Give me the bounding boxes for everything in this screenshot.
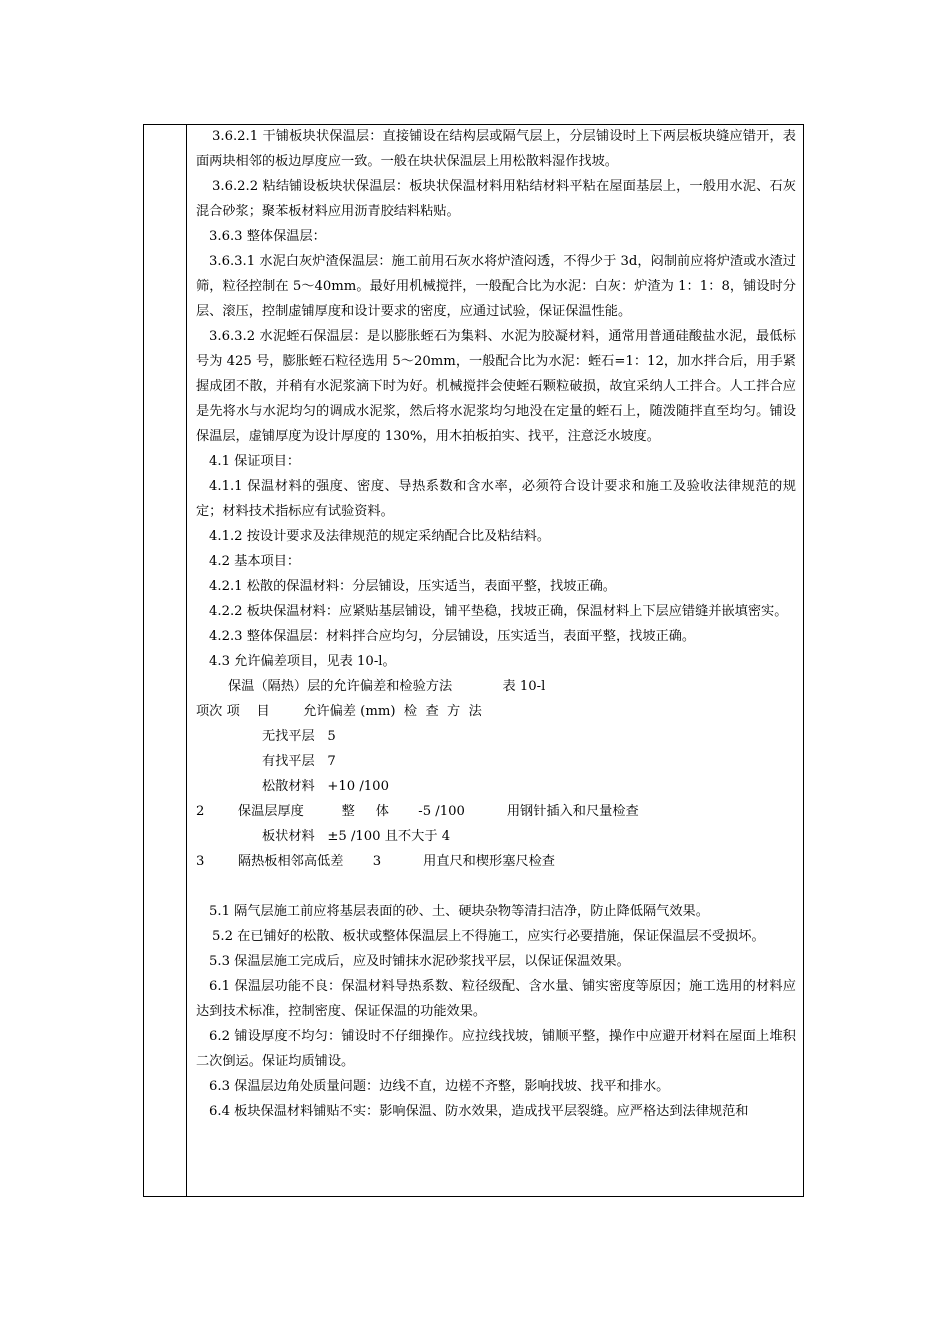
paragraph-5-2: 5.2 在已铺好的松散、板状或整体保温层上不得施工，应实行必要措施，保证保温层不受损坏。 xyxy=(212,929,765,944)
paragraph-3-6-3-1: 3.6.3.1 水泥白灰炉渣保温层：施工前用石灰水将炉渣闷透，不得少于 3d，闷制前应将炉渣或水渣过筛，粒径控制在 5～40mm。最好用机械搅拌，一般配合比为水泥：白灰：炉渣为 1：1：8，铺设时分层、滚压，控制虚铺厚度和设计要求的密度，应通过试验，保证保温性能。 xyxy=(196,254,796,319)
paragraph-4-1-1: 4.1.1 保温材料的强度、密度、导热系数和含水率，必须符合设计要求和施工及验收法律规范的规定；材料技术指标应有试验资料。 xyxy=(196,479,796,519)
heading-4-3: 4.3 允许偏差项目，见表 10-l。 xyxy=(209,654,396,669)
table-row: 有找平层 7 xyxy=(262,754,336,769)
table-row: 松散材料 +10 /100 xyxy=(262,779,389,794)
paragraph-4-2-2: 4.2.2 板块保温材料：应紧贴基层铺设，铺平垫稳，找坡正确，保温材料上下层应错缝并嵌填密实。 xyxy=(209,604,788,619)
left-column-divider xyxy=(186,124,187,1197)
paragraph-6-2: 6.2 铺设厚度不均匀：铺设时不仔细操作。应拉线找坡，铺顺平整，操作中应避开材料在屋面上堆积二次倒运。保证均质铺设。 xyxy=(196,1029,796,1069)
paragraph-3-6-2-2: 3.6.2.2 粘结铺设板块状保温层：板块状保温材料用粘结材料平粘在屋面基层上，一般用水泥、石灰混合砂浆；聚苯板材料应用沥青胶结料粘贴。 xyxy=(196,179,796,219)
table-header: 项次 项 目 允许偏差 (mm) 检 查 方 法 xyxy=(196,704,482,719)
paragraph-3-6-3-2: 3.6.3.2 水泥蛭石保温层：是以膨胀蛭石为集料、水泥为胶凝材料，通常用普通硅酸盐水泥，最低标号为 425 号，膨胀蛭石粒径选用 5～20mm，一般配合比为水泥：蛭石=1：12，加水拌合后，用手紧握成团不散，并稍有水泥浆滴下时为好。机械搅拌会使蛭石颗粒破损，故宜采纳人工拌合。人工拌合应是先将水与水泥均匀的调成水泥浆，然后将水泥浆均匀地没在定量的蛭石上，随泼随拌直至均匀。铺设保温层，虚铺厚度为设计厚度的 130%，用木拍板拍实、找平，注意泛水坡度。 xyxy=(196,329,796,444)
table-row: 无找平层 5 xyxy=(262,729,336,744)
table-row: 3 隔热板相邻高低差 3 用直尺和楔形塞尺检查 xyxy=(196,854,555,869)
table-caption: 保温（隔热）层的允许偏差和检验方法 表 10-l xyxy=(228,679,546,694)
heading-4-2: 4.2 基本项目： xyxy=(209,554,301,569)
paragraph-3-6-2-1: 3.6.2.1 干铺板块状保温层：直接铺设在结构层或隔气层上，分层铺设时上下两层板块缝应错开，表面两块相邻的板边厚度应一致。一般在块状保温层上用松散料湿作找坡。 xyxy=(196,129,796,169)
heading-4-1: 4.1 保证项目： xyxy=(209,454,301,469)
heading-3-6-3: 3.6.3 整体保温层： xyxy=(209,229,326,244)
paragraph-4-2-3: 4.2.3 整体保温层：材料拌合应均匀，分层铺设，压实适当，表面平整，找坡正确。 xyxy=(209,629,696,644)
tolerance-table xyxy=(196,674,796,874)
table-row: 板状材料 ±5 /100 且不大于 4 xyxy=(262,829,451,844)
paragraph-5-3: 5.3 保温层施工完成后，应及时铺抹水泥砂浆找平层，以保证保温效果。 xyxy=(209,954,630,969)
table-row: 2 保温层厚度 整 体 -5 /100 用钢针插入和尺量检查 xyxy=(196,804,639,819)
paragraph-4-1-2: 4.1.2 按设计要求及法律规范的规定采纳配合比及粘结料。 xyxy=(209,529,551,544)
paragraph-6-3: 6.3 保温层边角处质量问题：边线不直，边槎不齐整，影响找坡、找平和排水。 xyxy=(209,1079,670,1094)
paragraph-6-4: 6.4 板块保温材料铺贴不实：影响保温、防水效果，造成找平层裂缝。应严格达到法律规范和 xyxy=(209,1104,749,1119)
paragraph-5-1: 5.1 隔气层施工前应将基层表面的砂、土、硬块杂物等清扫洁净，防止降低隔气效果。 xyxy=(209,904,709,919)
document-body xyxy=(196,124,796,1196)
paragraph-6-1: 6.1 保温层功能不良：保温材料导热系数、粒径级配、含水量、铺实密度等原因；施工选用的材料应达到技术标准，控制密度、保证保温的功能效果。 xyxy=(196,979,796,1019)
paragraph-4-2-1: 4.2.1 松散的保温材料：分层铺设，压实适当，表面平整，找坡正确。 xyxy=(209,579,616,594)
blank-line xyxy=(196,874,796,899)
